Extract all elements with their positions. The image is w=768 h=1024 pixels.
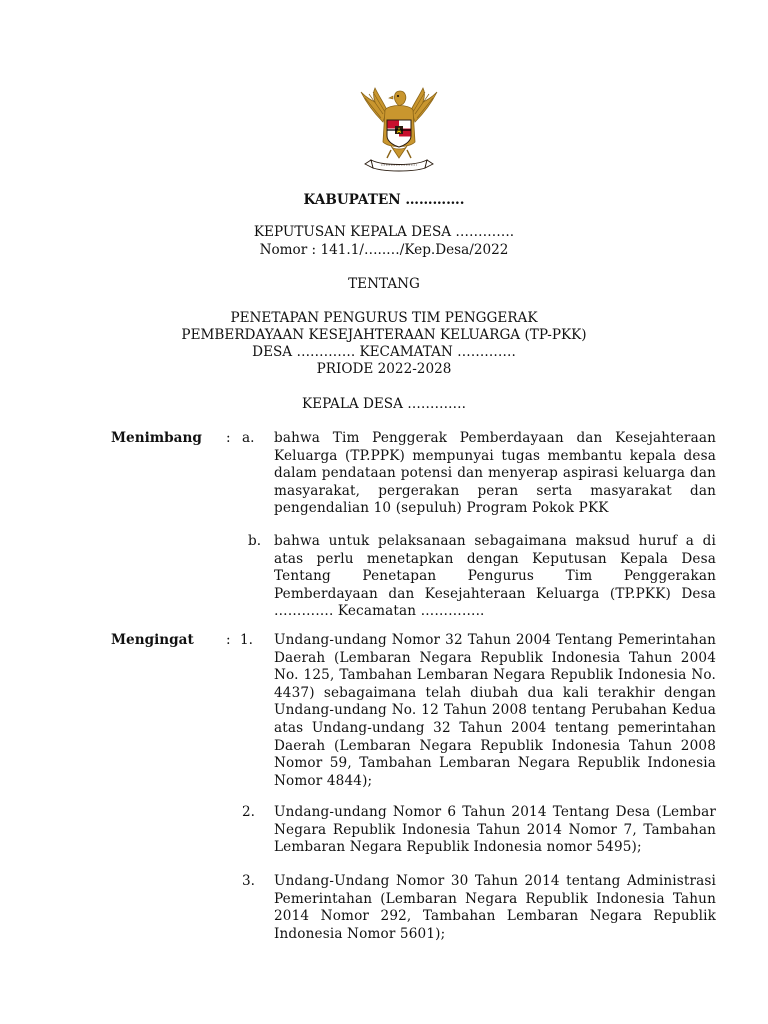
mengingat-label: Mengingat (111, 632, 194, 648)
mengingat-marker-3: 3. (242, 873, 255, 889)
mengingat-item-1: Undang-undang Nomor 32 Tahun 2004 Tentang Pemerintahan Daerah (Lembaran Negara Republik Indonesia Tahun 2004 No. 125, Tambahan Lembaran Negara Republik Indonesia No. 4437) sebagaimana telah diubah dua kali terakhir dengan Undang-undang No. 12 Tahun 2008 tentang Perubahan Kedua atas Undang-undang 32 Tahun 2004 tentang pemerintahan Daerah (Lembaran Negara Republik Indonesia Tahun 2008 Nomor 59, Tambahan Lembaran Negara Republik Indonesia Nomor 4844); (274, 632, 716, 789)
subject-line-4: PRIODE 2022-2028 (316, 361, 452, 377)
menimbang-marker-b: b. (248, 533, 262, 549)
decree-number: Nomor : 141.1/…..…/Kep.Desa/2022 (259, 242, 509, 258)
about-heading: TENTANG (348, 276, 420, 292)
menimbang-marker-a: a. (242, 430, 255, 446)
subject-line-3: DESA …………. KECAMATAN …………. (252, 344, 516, 360)
mengingat-item-3: Undang-Undang Nomor 30 Tahun 2014 tentang Administrasi Pemerintahan (Lembaran Negara Republik Indonesia Tahun 2014 Nomor 292, Tambahan Lembaran Negara Republik Indonesia Nomor 5601); (274, 873, 716, 942)
menimbang-colon: : (226, 430, 231, 446)
subject-line-2: PEMBERDAYAAN KESEJAHTERAAN KELUARGA (TP-PKK) (181, 327, 587, 343)
menimbang-label: Menimbang (111, 430, 202, 446)
mengingat-colon: : (226, 632, 231, 648)
decree-title: KEPUTUSAN KEPALA DESA …………. (253, 224, 515, 240)
menimbang-item-a: bahwa Tim Penggerak Pemberdayaan dan Kesejahteraan Keluarga (TP.PPK) mempunyai tugas membantu kepala desa dalam pendataan potensi dan menyerap aspirasi keluarga dan masyarakat, pergerakan peran serta masyarakat dan pengendalian 10 (sepuluh) Program Pokok PKK (274, 430, 716, 517)
subject-line-1: PENETAPAN PENGURUS TIM PENGGERAK (230, 310, 538, 326)
garuda-pancasila-emblem-icon (353, 84, 445, 176)
mengingat-item-2: Undang-undang Nomor 6 Tahun 2014 Tentang Desa (Lembar Negara Republik Indonesia Tahun 2014 Nomor 7, Tambahan Lembaran Negara Republik Indonesia nomor 5495); (274, 804, 716, 856)
authority-heading: KEPALA DESA …………. (302, 396, 466, 412)
menimbang-item-b: bahwa untuk pelaksanaan sebagaimana maksud huruf a di atas perlu menetapkan dengan Keputusan Kepala Desa Tentang Penetapan Pengurus Tim Penggerakan Pemberdayaan dan Kesejahteraan Keluarga (TP.PKK) Desa …………. Kecamatan ………….. (274, 533, 716, 620)
mengingat-marker-1: 1. (240, 632, 253, 648)
mengingat-marker-2: 2. (242, 804, 255, 820)
regency-title: KABUPATEN …………. (303, 192, 465, 208)
